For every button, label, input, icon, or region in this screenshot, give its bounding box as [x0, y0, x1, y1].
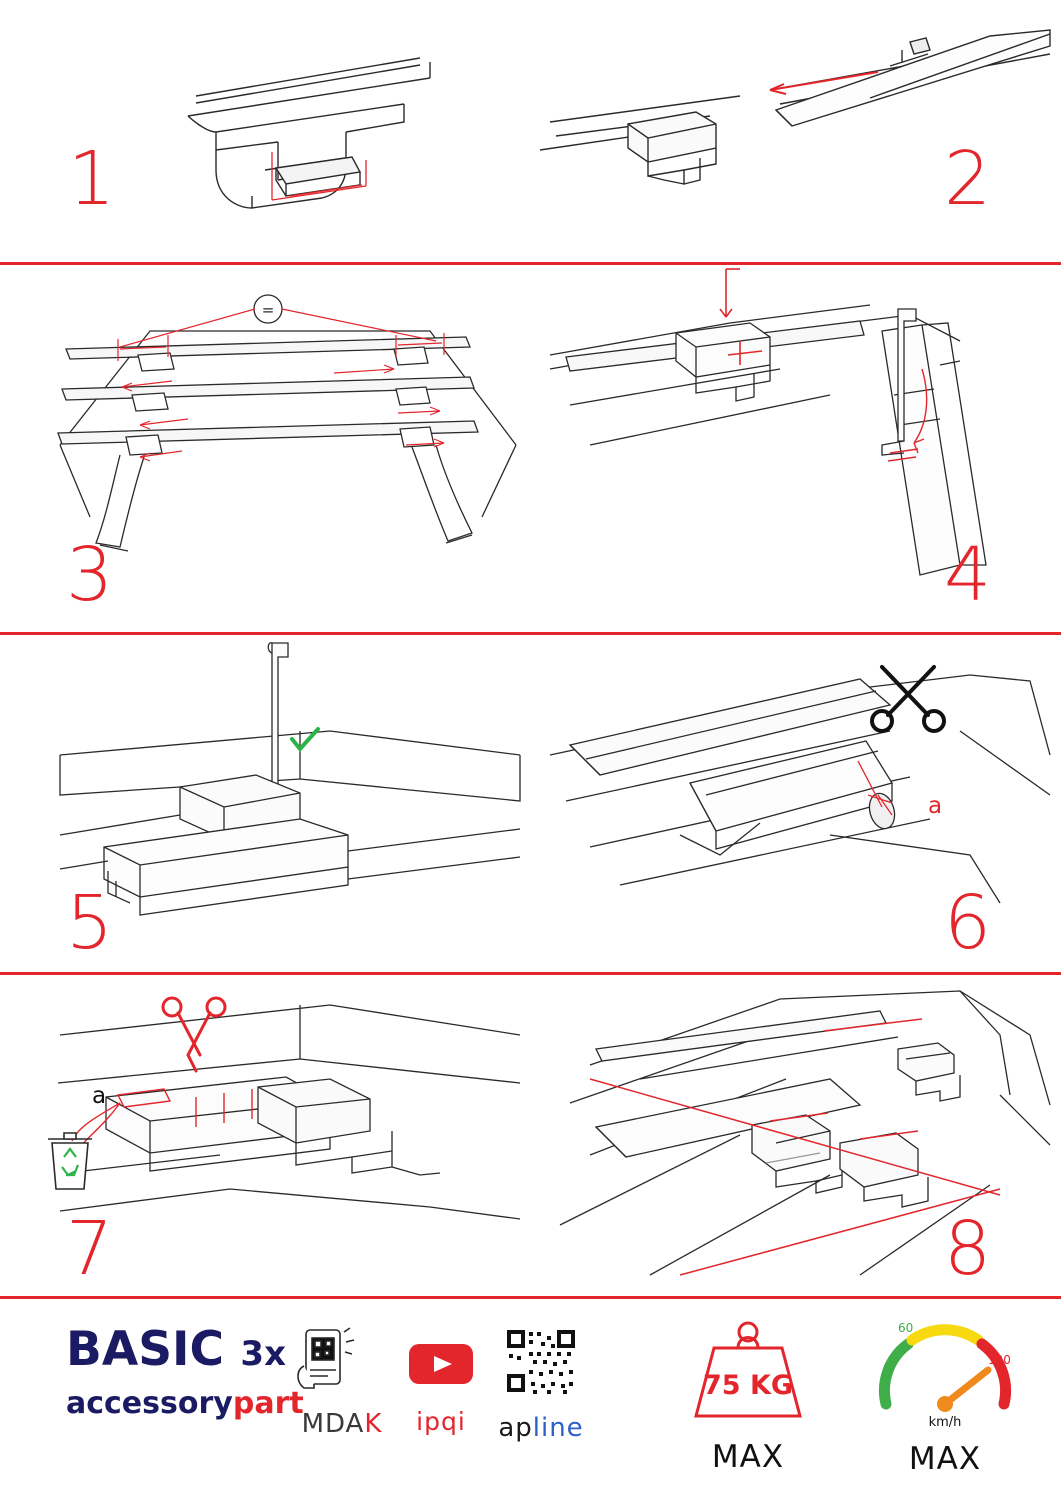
product-name — [66, 1322, 304, 1377]
logo-apline-label — [478, 1413, 604, 1443]
product-quantity: 3x — [240, 1334, 286, 1374]
step-7-number: 7 — [66, 1206, 113, 1292]
svg-text:a: a — [928, 793, 943, 819]
speedometer-icon — [862, 1308, 1028, 1432]
max-speed-block — [862, 1308, 1028, 1477]
step-8-number: 8 — [944, 1206, 991, 1292]
brand-block — [66, 1322, 304, 1421]
max-load-caption: MAX — [711, 1439, 785, 1475]
max-load-block — [668, 1312, 828, 1475]
step-6-number: 6 — [944, 880, 991, 966]
svg-text:60: 60 — [898, 1321, 914, 1335]
step-1-illustration — [0, 0, 530, 262]
weight-icon — [668, 1312, 828, 1430]
svg-text:75 KG: 75 KG — [702, 1370, 794, 1401]
svg-text:a: a — [92, 1083, 107, 1109]
step-3-number: 3 — [66, 532, 113, 618]
step-5-number: 5 — [66, 880, 113, 966]
svg-text:120: 120 — [988, 1353, 1011, 1367]
step-2-number: 2 — [944, 136, 991, 222]
company-name-first: accessory — [66, 1386, 233, 1421]
max-speed-caption: MAX — [908, 1441, 982, 1477]
step-4-number: 4 — [944, 532, 991, 618]
company-name — [66, 1386, 304, 1421]
company-name-second: part — [232, 1386, 304, 1421]
logo-mdak-label-last: K — [364, 1409, 383, 1439]
logo-mdak — [288, 1326, 396, 1439]
logo-apline — [478, 1324, 604, 1443]
product-name-text: BASIC — [66, 1322, 225, 1377]
svg-text:km/h: km/h — [928, 1415, 962, 1430]
footer — [0, 1296, 1061, 1500]
logo-apline-label-first: ap — [498, 1413, 533, 1443]
svg-text:=: = — [261, 301, 275, 319]
qr-code-icon — [503, 1326, 579, 1398]
step-1-number: 1 — [68, 136, 115, 222]
logo-apline-label-last: line — [532, 1413, 584, 1443]
phone-qr-scan-icon — [288, 1326, 396, 1396]
logo-ipqi-label: ipqi — [416, 1407, 466, 1436]
youtube-icon — [405, 1336, 477, 1390]
logo-mdak-label — [288, 1409, 396, 1439]
logo-mdak-label-first: MDA — [301, 1409, 365, 1439]
logo-ipqi — [396, 1326, 486, 1436]
step-2-illustration — [530, 0, 1061, 262]
